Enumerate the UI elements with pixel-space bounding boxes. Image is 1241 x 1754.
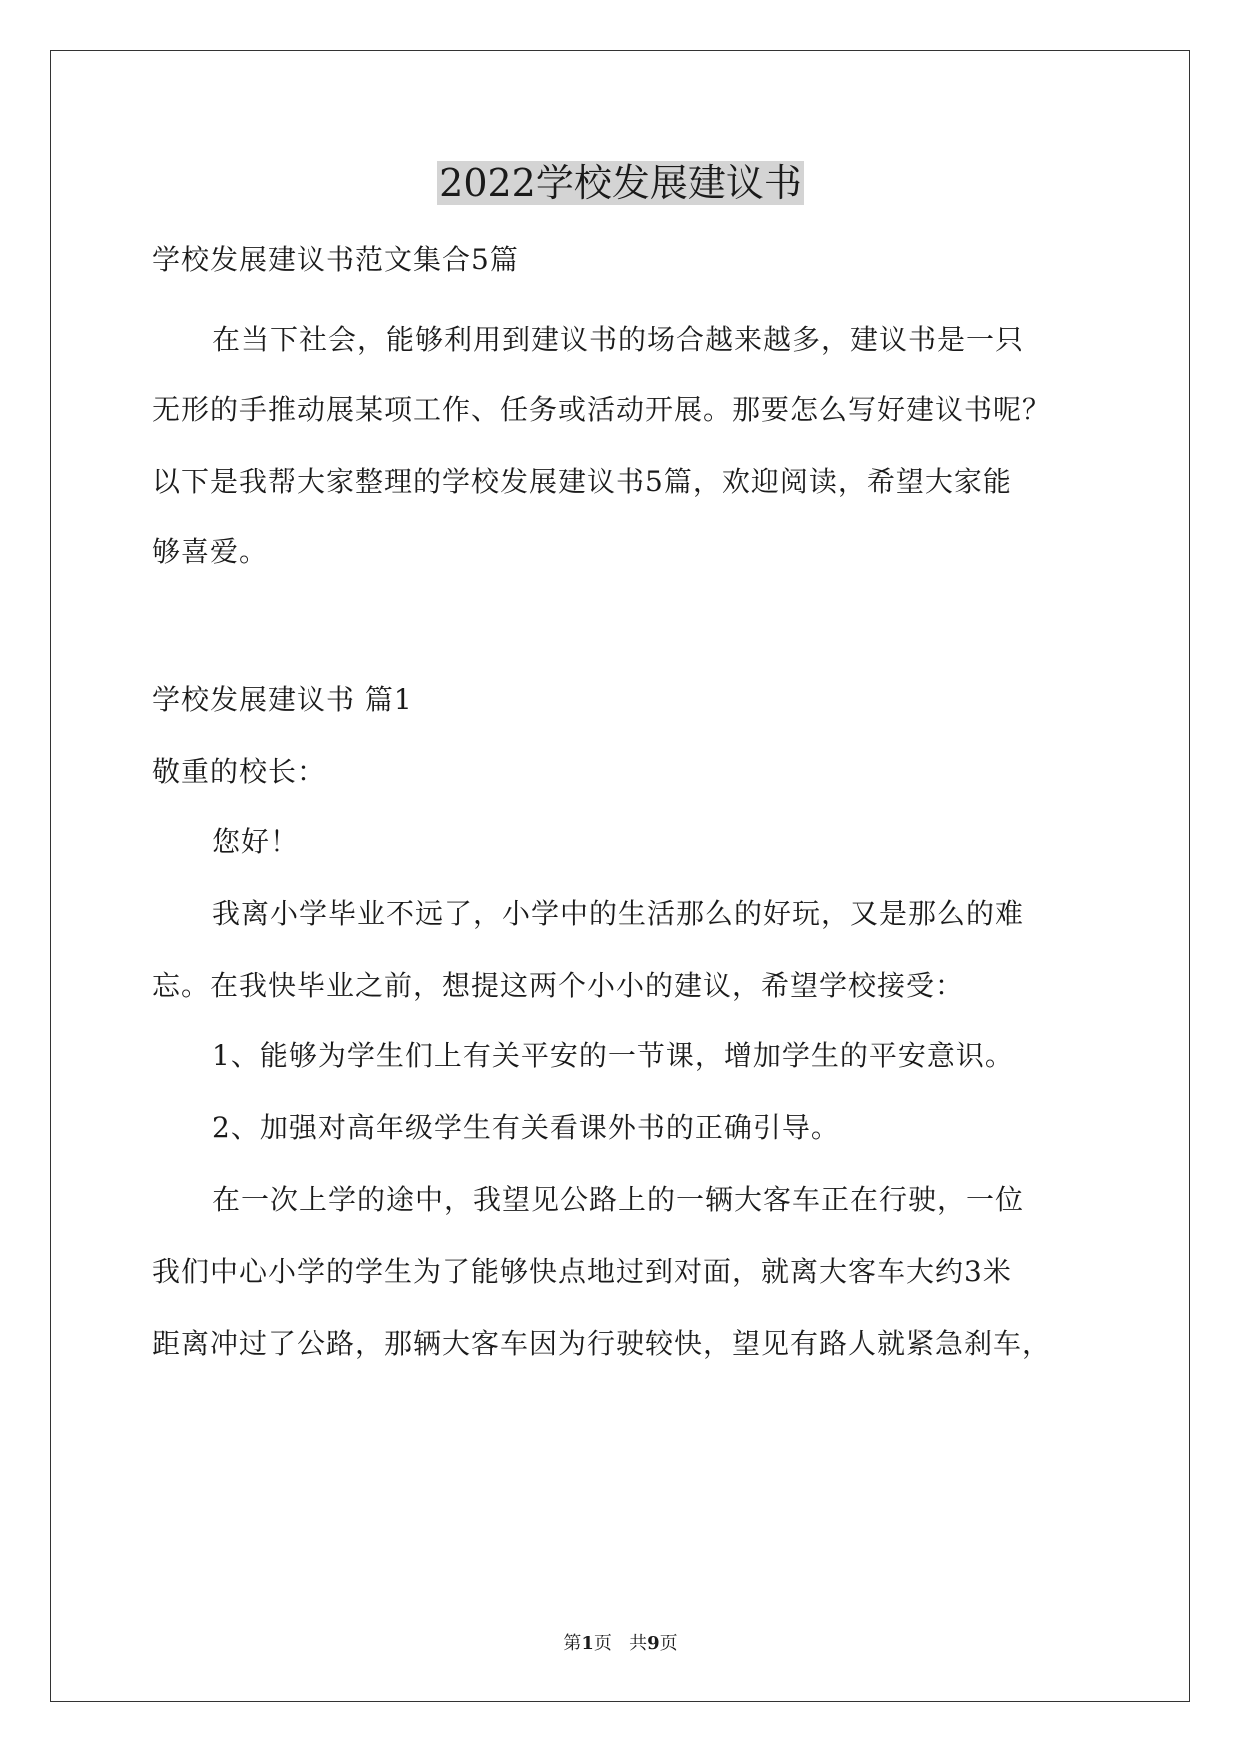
body-line: 我离小学毕业不远了，小学中的生活那么的好玩，又是那么的难 bbox=[212, 897, 1025, 930]
total-suffix: 页 bbox=[659, 1633, 678, 1654]
body-line: 忘。在我快毕业之前，想提这两个小小的建议，希望学校接受： bbox=[152, 969, 965, 1002]
subtitle: 学校发展建议书范文集合5篇 bbox=[152, 243, 519, 276]
section-heading: 学校发展建议书 篇1 bbox=[152, 683, 413, 716]
intro-line: 以下是我帮大家整理的学校发展建议书5篇，欢迎阅读，希望大家能 bbox=[152, 465, 1012, 498]
total-prefix: 共 bbox=[629, 1633, 648, 1654]
greeting: 您好！ bbox=[212, 825, 300, 858]
page-footer bbox=[0, 1632, 1241, 1656]
page-suffix: 页 bbox=[593, 1633, 612, 1654]
body-line: 在一次上学的途中，我望见公路上的一辆大客车正在行驶，一位 bbox=[212, 1183, 1025, 1216]
salutation: 敬重的校长： bbox=[152, 755, 327, 788]
body-line: 2、加强对高年级学生有关看课外书的正确引导。 bbox=[212, 1111, 840, 1144]
body-line: 我们中心小学的学生为了能够快点地过到对面，就离大客车大约3米 bbox=[152, 1255, 1012, 1288]
total-pages: 9 bbox=[647, 1633, 660, 1654]
document-title-text: 2022学校发展建议书 bbox=[439, 161, 802, 205]
page-prefix: 第 bbox=[563, 1633, 582, 1654]
intro-line: 在当下社会，能够利用到建议书的场合越来越多，建议书是一只 bbox=[212, 323, 1025, 356]
body-line: 1、能够为学生们上有关平安的一节课，增加学生的平安意识。 bbox=[212, 1039, 1014, 1072]
page-number: 1 bbox=[581, 1633, 594, 1654]
document-title bbox=[0, 158, 1241, 208]
intro-line: 够喜爱。 bbox=[152, 535, 269, 568]
body-line: 距离冲过了公路，那辆大客车因为行驶较快，望见有路人就紧急刹车， bbox=[152, 1327, 1052, 1360]
page-border bbox=[50, 50, 1190, 1702]
intro-line: 无形的手推动展某项工作、任务或活动开展。那要怎么写好建议书呢？ bbox=[152, 393, 1052, 426]
